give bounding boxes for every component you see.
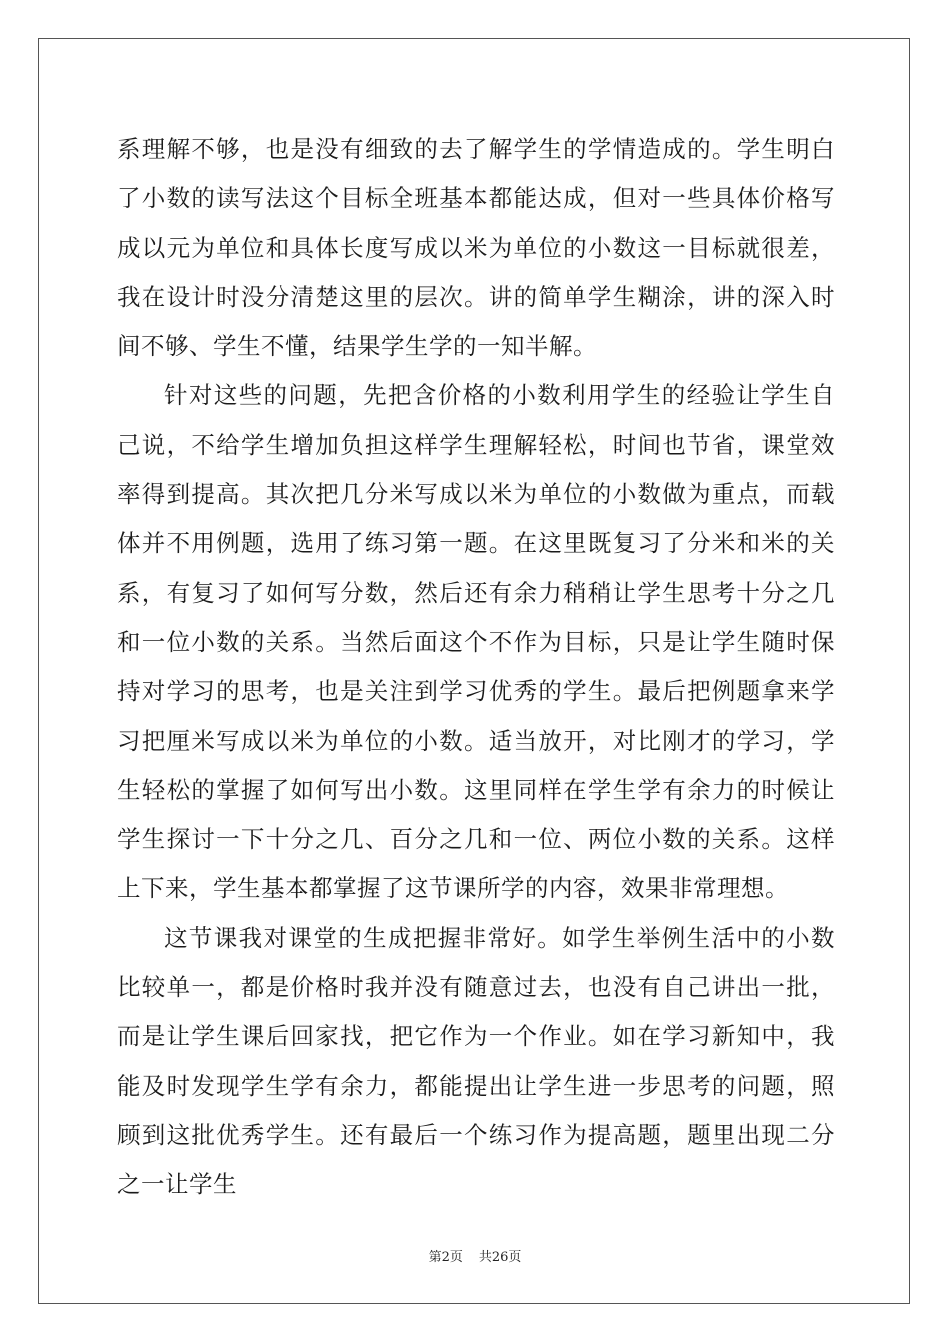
page-footer xyxy=(0,1246,950,1265)
document-body xyxy=(117,125,835,1210)
paragraph-3: 这节课我对课堂的生成把握非常好。如学生举例生活中的小数比较单一，都是价格时我并没有随意过去，也没有自己讲出一批，而是让学生课后回家找，把它作为一个作业。如在学习新知中，我能及时发现学生学有余力，都能提出让学生进一步思考的问题，照顾到这批优秀学生。还有最后一个练习作为提高题，题里出现二分之一让学生 xyxy=(117,923,835,1199)
paragraph-2: 针对这些的问题，先把含价格的小数利用学生的经验让学生自己说，不给学生增加负担这样学生理解轻松，时间也节省，课堂效率得到提高。其次把几分米写成以米为单位的小数做为重点，而载体并不用例题，选用了练习第一题。在这里既复习了分米和米的关系，有复习了如何写分数，然后还有余力稍稍让学生思考十分之几和一位小数的关系。当然后面这个不作为目标，只是让学生随时保持对学习的思考，也是关注到学习优秀的学生。最后把例题拿来学习把厘米写成以米为单位的小数。适当放开，对比刚才的学习，学生轻松的掌握了如何写出小数。这里同样在学生学有余力的时候让学生探讨一下十分之几、百分之几和一位、两位小数的关系。这样上下来，学生基本都掌握了这节课所学的内容，效果非常理想。 xyxy=(117,381,835,903)
page-number: 第2页 xyxy=(428,1250,463,1265)
total-pages: 共26页 xyxy=(478,1250,522,1265)
paragraph-1: 系理解不够，也是没有细致的去了解学生的学情造成的。学生明白了小数的读写法这个目标全班基本都能达成，但对一些具体价格写成以元为单位和具体长度写成以米为单位的小数这一目标就很差，我在设计时没分清楚这里的层次。讲的简单学生糊涂，讲的深入时间不够、学生不懂，结果学生学的一知半解。 xyxy=(117,135,835,361)
